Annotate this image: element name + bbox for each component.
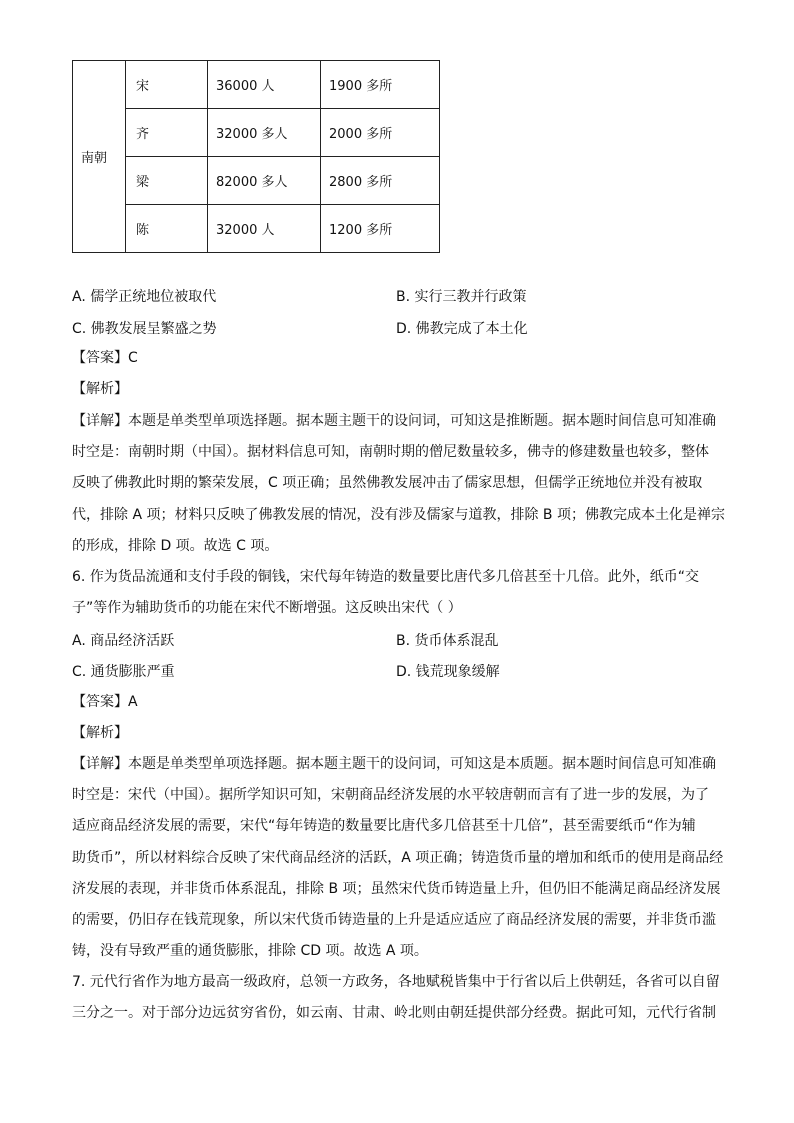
monks-cell: 82000 多人 (208, 157, 321, 205)
dynasty-cell: 梁 (126, 157, 208, 205)
table-row (73, 205, 440, 253)
q6-detail-line: 助货币”，所以材料综合反映了宋代商品经济的活跃，A 项正确；铸造货币量的增加和纸币的使用是商品经 (72, 850, 724, 866)
q5-detail-line: 【详解】本题是单类型单项选择题。据本题主题干的设问词，可知这是推断题。据本题时间信息可知准确 (72, 413, 716, 429)
q6-detail-line: 适应商品经济发展的需要，宋代“每年铸造的数量要比唐代多几倍甚至十几倍”，甚至需要纸币“作为辅 (72, 818, 696, 834)
q6-detail-line: 铸，没有导致严重的通货膨胀，排除 CD 项。故选 A 项。 (72, 943, 428, 959)
q5-detail-line: 反映了佛教此时期的繁荣发展，C 项正确；虽然佛教发展冲击了儒家思想，但儒学正统地位并没有被取 (72, 475, 703, 491)
q6-detail-line: 的需要，仍旧存在钱荒现象，所以宋代货币铸造量的上升是适应适应了商品经济发展的需要，并非货币滥 (72, 912, 716, 928)
q5-detail-line: 时空是：南朝时期（中国）。据材料信息可知，南朝时期的僧尼数量较多，佛寺的修建数量也较多，整体 (72, 444, 709, 460)
q5-detail-line: 的形成，排除 D 项。故选 C 项。 (72, 538, 279, 554)
q5-option-b: B. 实行三教并行政策 (396, 289, 527, 305)
q6-option-c: C. 通货膨胀严重 (72, 664, 175, 680)
monks-temples-table (72, 60, 440, 253)
table-row (73, 61, 440, 109)
q7-stem-line: 三分之一。对于部分边远贫穷省份，如云南、甘肃、岭北则由朝廷提供部分经费。据此可知，元代行省制 (72, 1005, 716, 1021)
q6-option-d: D. 钱荒现象缓解 (396, 664, 500, 680)
q6-analysis-label: 【解析】 (72, 725, 128, 741)
dynasty-cell: 齐 (126, 109, 208, 157)
q6-stem-line: 6. 作为货品流通和支付手段的铜钱，宋代每年铸造的数量要比唐代多几倍甚至十几倍。此外，纸币“交 (72, 569, 700, 585)
temples-cell: 2800 多所 (321, 157, 440, 205)
table-row (73, 157, 440, 205)
monks-cell: 32000 人 (208, 205, 321, 253)
q6-answer: 【答案】A (72, 694, 138, 710)
temples-cell: 2000 多所 (321, 109, 440, 157)
temples-cell: 1900 多所 (321, 61, 440, 109)
q6-detail-line: 时空是：宋代（中国）。据所学知识可知，宋朝商品经济发展的水平较唐朝而言有了进一步的发展，为了 (72, 787, 709, 803)
q5-option-a: A. 儒学正统地位被取代 (72, 289, 217, 305)
q5-option-d: D. 佛教完成了本土化 (396, 321, 528, 337)
group-cell: 南朝 (73, 61, 126, 253)
q6-detail-line: 【详解】本题是单类型单项选择题。据本题主题干的设问词，可知这是本质题。据本题时间信息可知准确 (72, 756, 716, 772)
q6-option-b: B. 货币体系混乱 (396, 633, 499, 649)
q5-detail-line: 代，排除 A 项；材料只反映了佛教发展的情况，没有涉及儒家与道教，排除 B 项；佛教完成本土化是禅宗 (72, 507, 725, 523)
dynasty-cell: 陈 (126, 205, 208, 253)
q6-detail-line: 济发展的表现，并非货币体系混乱，排除 B 项；虽然宋代货币铸造量上升，但仍旧不能满足商品经济发展 (72, 881, 721, 897)
q6-stem-line: 子”等作为辅助货币的功能在宋代不断增强。这反映出宋代（ ） (72, 600, 462, 616)
monks-cell: 36000 人 (208, 61, 321, 109)
q7-stem-line: 7. 元代行省作为地方最高一级政府，总领一方政务，各地赋税皆集中于行省以后上供朝廷，各省可以自留 (72, 974, 720, 990)
q5-analysis-label: 【解析】 (72, 381, 128, 397)
q5-answer: 【答案】C (72, 350, 138, 366)
temples-cell: 1200 多所 (321, 205, 440, 253)
q5-option-c: C. 佛教发展呈繁盛之势 (72, 321, 217, 337)
q6-option-a: A. 商品经济活跃 (72, 633, 175, 649)
table-row (73, 109, 440, 157)
monks-cell: 32000 多人 (208, 109, 321, 157)
dynasty-cell: 宋 (126, 61, 208, 109)
